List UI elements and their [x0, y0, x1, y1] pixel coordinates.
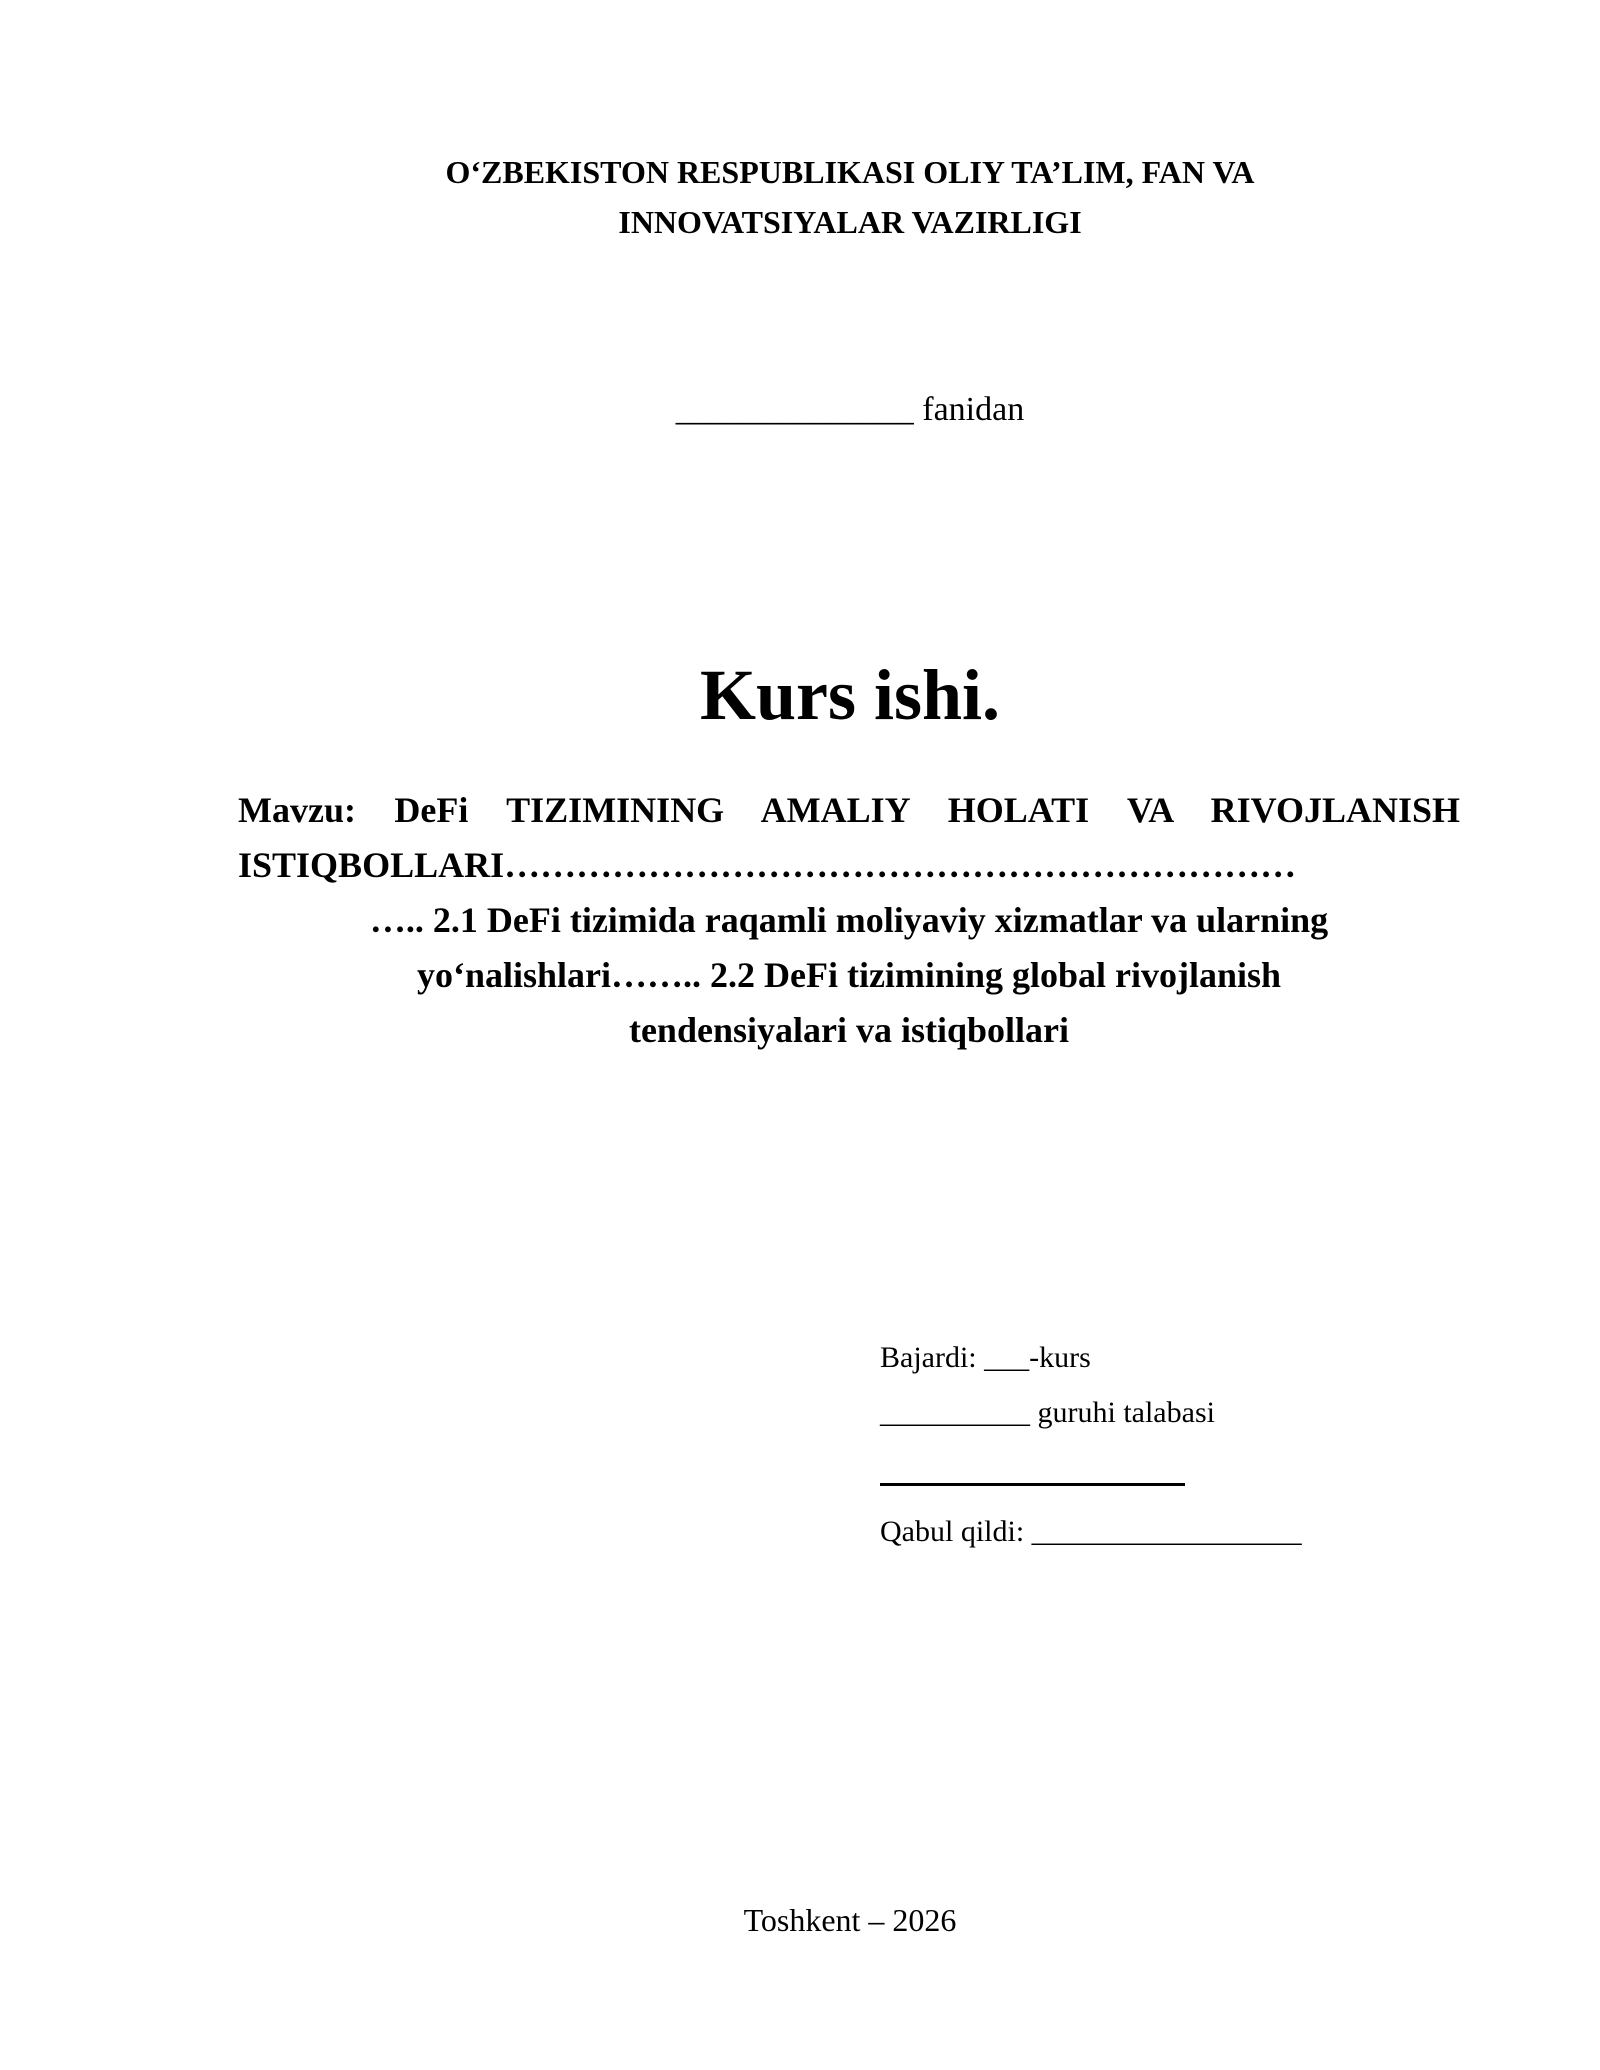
ministry-header [0, 147, 1600, 247]
student-name-line [880, 1450, 1185, 1486]
accepted-by: Qabul qildi: __________________ [880, 1515, 1302, 1548]
topic-block [238, 783, 1460, 1058]
topic-line-3: ….. 2.1 DeFi tizimida raqamli moliyaviy xizmatlar va ularning [369, 900, 1329, 940]
subject-line: ______________ fanidan [675, 391, 1025, 428]
signature-block [880, 1340, 1302, 1569]
topic-line-2: ISTIQBOLLARI………………………………………………………… [238, 845, 1297, 885]
city-year: Toshkent – 2026 [743, 1902, 957, 1938]
topic-line-4: yo‘nalishlari…….. 2.2 DeFi tizimining global rivojlanish [416, 955, 1282, 995]
student-group: __________ guruhi talabasi [880, 1396, 1215, 1429]
document-title: Kurs ishi. [699, 655, 1001, 735]
ministry-line-2: INNOVATSIYALAR VAZIRLIGI [618, 204, 1082, 240]
topic-line-5: tendensiyalari va istiqbollari [628, 1010, 1070, 1050]
performed-by: Bajardi: ___-kurs [880, 1341, 1091, 1374]
ministry-line-1: O‘ZBEKISTON RESPUBLIKASI OLIY TA’LIM, FAN VA [445, 154, 1255, 190]
topic-line-1: Mavzu: DeFi TIZIMINING AMALIY HOLATI VA RIVOJLANISH [238, 790, 1460, 830]
